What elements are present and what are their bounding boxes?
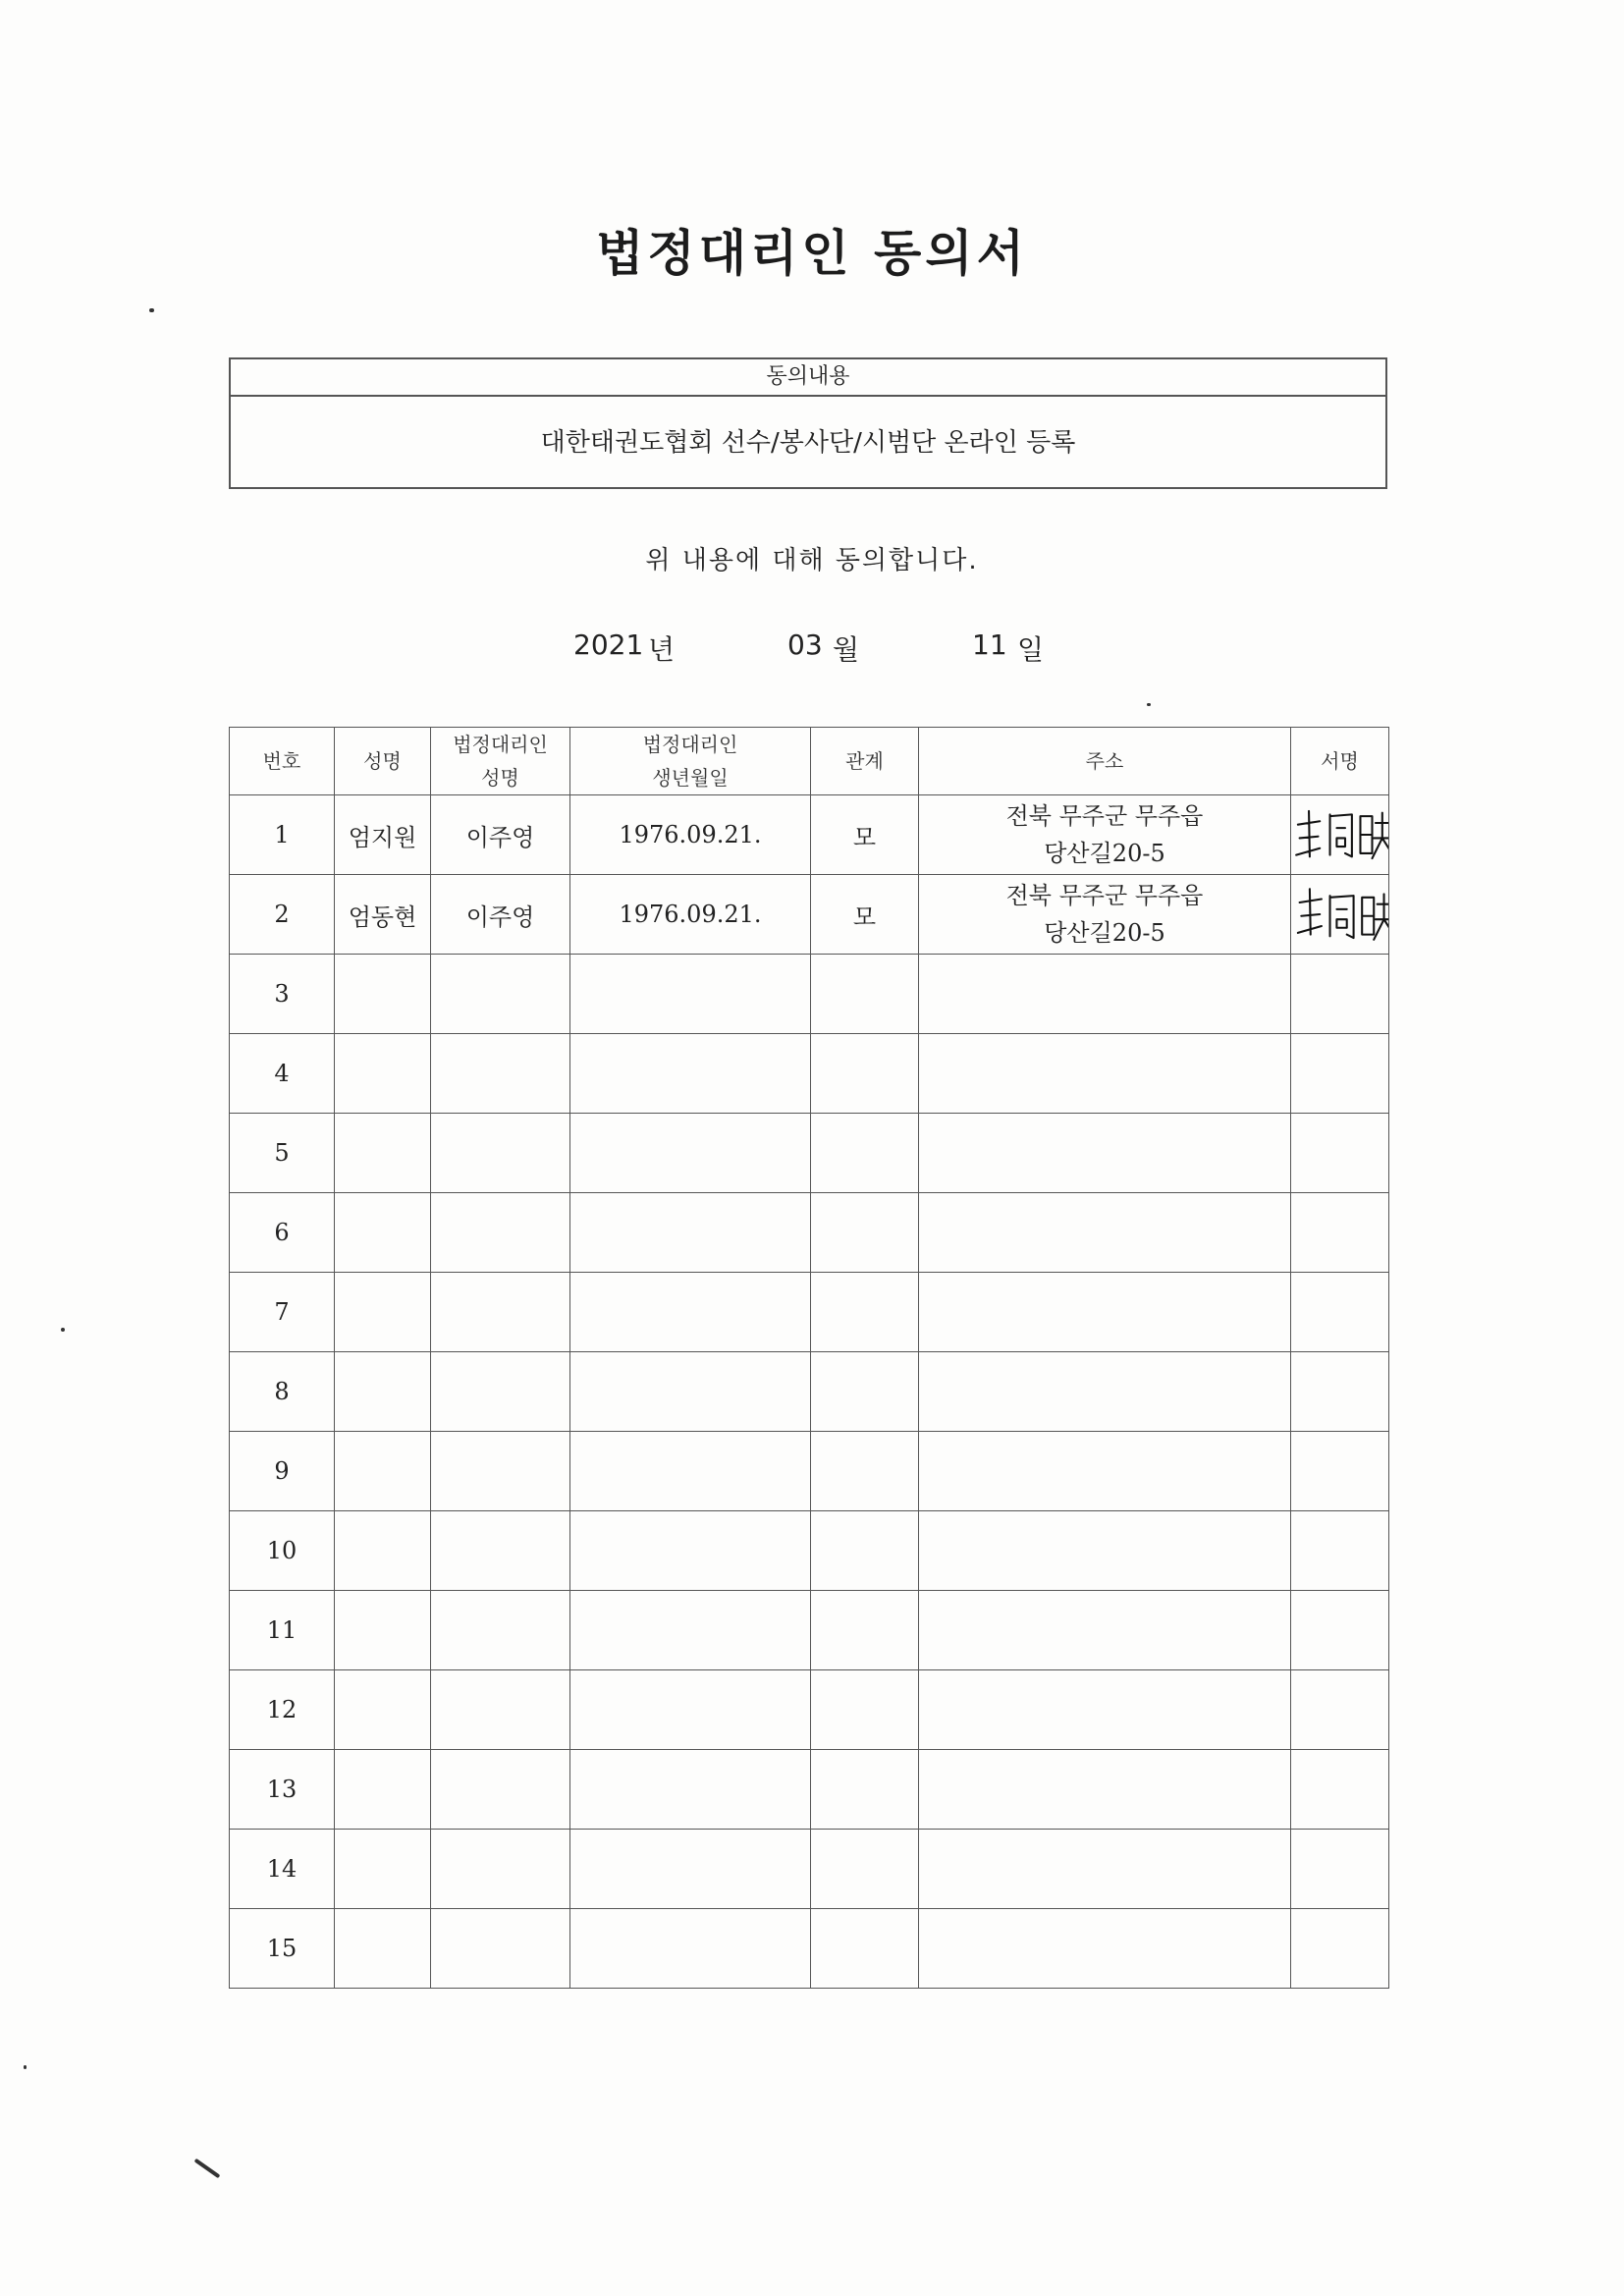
row-name: 엄지원 <box>335 795 431 875</box>
row-name <box>335 1432 431 1511</box>
row-address-line1: 전북 무주군 무주읍 <box>1005 802 1204 830</box>
row-number: 1 <box>230 795 335 875</box>
row-number: 14 <box>230 1830 335 1909</box>
date-month-unit: 월 <box>833 633 860 666</box>
row-relation <box>811 1034 919 1114</box>
table-row <box>230 1193 1389 1273</box>
row-number: 8 <box>230 1352 335 1432</box>
header-no: 번호 <box>230 728 335 795</box>
row-number: 6 <box>230 1193 335 1273</box>
agree-statement: 위 내용에 대해 동의합니다. <box>645 546 979 575</box>
scan-speck <box>149 308 154 312</box>
row-number: 9 <box>230 1432 335 1511</box>
row-number: 10 <box>230 1511 335 1591</box>
row-signature <box>1291 1750 1389 1830</box>
table-row <box>230 955 1389 1034</box>
row-guardian-name <box>431 1193 570 1273</box>
row-name <box>335 1273 431 1352</box>
row-name <box>335 955 431 1034</box>
date-day-unit: 일 <box>1017 633 1045 666</box>
row-guardian-birth <box>570 1273 811 1352</box>
row-signature <box>1291 1352 1389 1432</box>
row-relation <box>811 1750 919 1830</box>
row-guardian-birth <box>570 1193 811 1273</box>
row-relation <box>811 1273 919 1352</box>
row-name <box>335 1114 431 1193</box>
consent-text: 대한태권도협회 선수/봉사단/시범단 온라인 등록 <box>540 428 1076 458</box>
table-row <box>230 1511 1389 1591</box>
row-name <box>335 1750 431 1830</box>
row-address-line1: 전북 무주군 무주읍 <box>1005 882 1204 909</box>
scan-speck <box>194 2159 221 2178</box>
row-address <box>919 1114 1291 1193</box>
table-row <box>230 1114 1389 1193</box>
row-guardian-name <box>431 1114 570 1193</box>
consent-box <box>229 357 1387 489</box>
row-guardian-name <box>431 955 570 1034</box>
row-signature <box>1291 1830 1389 1909</box>
row-address <box>919 1511 1291 1591</box>
table-row <box>230 1909 1389 1989</box>
table-row <box>230 795 1389 875</box>
row-relation <box>811 1830 919 1909</box>
row-signature <box>1291 1034 1389 1114</box>
row-guardian-name <box>431 1750 570 1830</box>
row-guardian-birth <box>570 1034 811 1114</box>
row-address <box>919 875 1291 955</box>
handwritten-signature <box>1291 879 1389 950</box>
row-number: 13 <box>230 1750 335 1830</box>
row-name <box>335 1670 431 1750</box>
table-row <box>230 1670 1389 1750</box>
row-address <box>919 1193 1291 1273</box>
row-guardian-birth <box>570 1591 811 1670</box>
row-guardian-name: 이주영 <box>431 875 570 955</box>
row-guardian-birth <box>570 1750 811 1830</box>
header-signature: 서명 <box>1291 728 1389 795</box>
date-year-unit: 년 <box>648 633 676 666</box>
row-signature <box>1291 1114 1389 1193</box>
row-relation <box>811 1909 919 1989</box>
document-title: 법정대리인 동의서 <box>596 225 1028 282</box>
row-signature <box>1291 1591 1389 1670</box>
row-signature <box>1291 955 1389 1034</box>
row-number: 2 <box>230 875 335 955</box>
table-row <box>230 1273 1389 1352</box>
table-row <box>230 875 1389 955</box>
row-relation <box>811 1114 919 1193</box>
header-name: 성명 <box>335 728 431 795</box>
scan-speck <box>24 2065 27 2069</box>
table-header-row <box>230 728 1389 795</box>
row-number: 3 <box>230 955 335 1034</box>
table-row <box>230 1750 1389 1830</box>
row-relation: 모 <box>811 875 919 955</box>
header-guardian-name <box>431 728 570 795</box>
row-name <box>335 1352 431 1432</box>
row-guardian-birth <box>570 1432 811 1511</box>
row-address <box>919 1750 1291 1830</box>
header-guardian-birth-line2: 생년월일 <box>652 766 729 790</box>
row-relation <box>811 1432 919 1511</box>
row-name <box>335 1193 431 1273</box>
row-signature <box>1291 1909 1389 1989</box>
row-signature <box>1291 875 1389 955</box>
row-guardian-name <box>431 1591 570 1670</box>
row-address <box>919 1909 1291 1989</box>
date-year: 2021 <box>573 629 644 661</box>
row-address <box>919 1352 1291 1432</box>
row-signature <box>1291 1273 1389 1352</box>
scan-speck <box>61 1328 65 1332</box>
row-name: 엄동현 <box>335 875 431 955</box>
header-relation: 관계 <box>811 728 919 795</box>
row-relation: 모 <box>811 795 919 875</box>
row-name <box>335 1511 431 1591</box>
row-signature <box>1291 795 1389 875</box>
row-guardian-name <box>431 1432 570 1511</box>
row-number: 7 <box>230 1273 335 1352</box>
row-guardian-birth <box>570 955 811 1034</box>
table-row <box>230 1591 1389 1670</box>
header-address: 주소 <box>919 728 1291 795</box>
row-relation <box>811 1352 919 1432</box>
table-row <box>230 1352 1389 1432</box>
row-guardian-birth: 1976.09.21. <box>570 795 811 875</box>
row-relation <box>811 1591 919 1670</box>
row-guardian-birth <box>570 1352 811 1432</box>
row-guardian-birth <box>570 1830 811 1909</box>
guardian-table <box>229 727 1389 1989</box>
row-number: 15 <box>230 1909 335 1989</box>
row-address-line2: 당산길20-5 <box>1044 919 1165 947</box>
consent-header: 동의내용 <box>231 359 1385 397</box>
handwritten-signature <box>1291 799 1389 870</box>
row-address-line2: 당산길20-5 <box>1044 840 1165 867</box>
row-address <box>919 1591 1291 1670</box>
row-address <box>919 795 1291 875</box>
row-guardian-name: 이주영 <box>431 795 570 875</box>
scan-speck <box>1147 703 1151 706</box>
row-number: 4 <box>230 1034 335 1114</box>
row-guardian-name <box>431 1352 570 1432</box>
row-guardian-birth: 1976.09.21. <box>570 875 811 955</box>
row-signature <box>1291 1670 1389 1750</box>
row-guardian-name <box>431 1830 570 1909</box>
row-guardian-name <box>431 1273 570 1352</box>
row-name <box>335 1830 431 1909</box>
table-row <box>230 1034 1389 1114</box>
row-guardian-birth <box>570 1114 811 1193</box>
row-relation <box>811 1670 919 1750</box>
row-address <box>919 955 1291 1034</box>
row-name <box>335 1909 431 1989</box>
table-row <box>230 1432 1389 1511</box>
row-guardian-birth <box>570 1909 811 1989</box>
row-number: 11 <box>230 1591 335 1670</box>
row-address <box>919 1670 1291 1750</box>
row-signature <box>1291 1193 1389 1273</box>
row-relation <box>811 1511 919 1591</box>
row-number: 5 <box>230 1114 335 1193</box>
row-address <box>919 1273 1291 1352</box>
table-row <box>230 1830 1389 1909</box>
row-name <box>335 1591 431 1670</box>
header-guardian-name-line2: 성명 <box>481 766 519 790</box>
row-guardian-birth <box>570 1511 811 1591</box>
header-guardian-birth <box>570 728 811 795</box>
row-guardian-name <box>431 1511 570 1591</box>
row-guardian-name <box>431 1909 570 1989</box>
row-signature <box>1291 1511 1389 1591</box>
row-relation <box>811 1193 919 1273</box>
date-day: 11 <box>972 629 1007 661</box>
row-number: 12 <box>230 1670 335 1750</box>
header-guardian-birth-line1: 법정대리인 <box>642 733 738 756</box>
row-address <box>919 1432 1291 1511</box>
row-guardian-birth <box>570 1670 811 1750</box>
row-guardian-name <box>431 1670 570 1750</box>
row-name <box>335 1034 431 1114</box>
row-relation <box>811 955 919 1034</box>
row-guardian-name <box>431 1034 570 1114</box>
date-month: 03 <box>787 629 823 661</box>
row-address <box>919 1034 1291 1114</box>
row-address <box>919 1830 1291 1909</box>
row-signature <box>1291 1432 1389 1511</box>
header-guardian-name-line1: 법정대리인 <box>453 733 548 756</box>
